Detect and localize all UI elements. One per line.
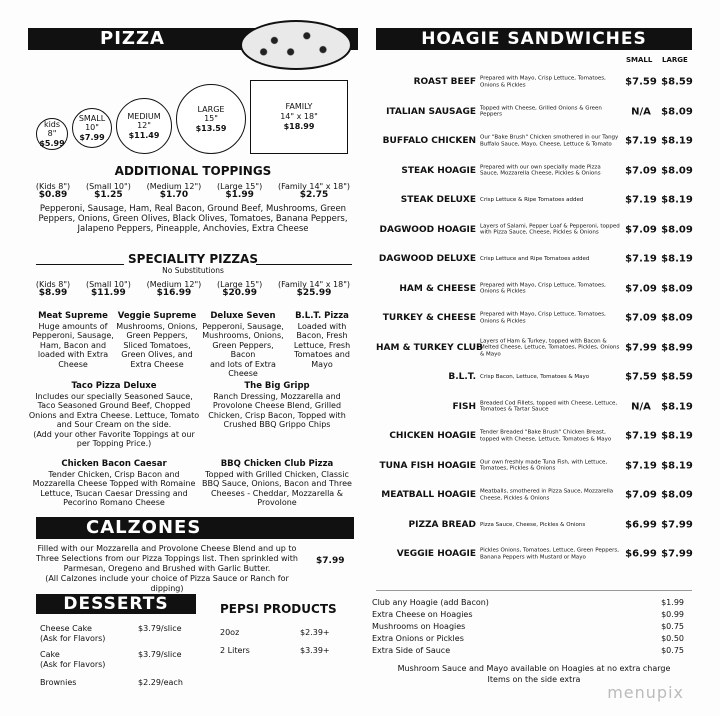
hoagie-price-large: $8.09	[661, 312, 693, 324]
hoagie-desc: Crisp Bacon, Lettuce, Tomatoes & Mayo	[480, 373, 590, 380]
size-price: $11.49	[128, 131, 160, 140]
hoagie-name: STEAK HOAGIE	[401, 165, 476, 176]
item-desc: Topped with Grilled Chicken, Classic	[205, 469, 349, 479]
extra-name: Extra Cheese on Hoagies	[372, 610, 473, 619]
item-desc: Green Olives, and	[121, 350, 193, 359]
size-inches: 15"	[204, 114, 218, 123]
item-desc: Mushrooms, Onions,	[202, 331, 284, 340]
item-desc: Ham, Bacon and	[39, 340, 107, 350]
hoagie-price-large: $8.19	[661, 253, 693, 265]
price-size: (Small 10")	[85, 182, 131, 191]
size-inches: 10"	[85, 123, 99, 132]
price-value: $1.70	[159, 190, 189, 200]
hoagie-price-large: $8.09	[661, 489, 693, 501]
hoagie-row	[376, 304, 692, 332]
note-line-1: Mushroom Sauce and Mayo available on Hoagies at no extra charge	[397, 664, 671, 673]
price-size: (Kids 8")	[35, 280, 71, 289]
hoagie-row	[376, 511, 692, 539]
hoagie-price-large: $7.99	[661, 548, 693, 560]
item-desc: Pepperoni, Sausage,	[32, 331, 114, 340]
hoagie-price-large: $8.19	[661, 460, 693, 471]
toppings-price-medium	[147, 182, 202, 200]
item-desc: Crushed BBQ Grippo Chips	[223, 420, 331, 429]
hoagie-name: HAM & CHEESE	[399, 283, 476, 294]
pizza-title: PIZZA	[100, 28, 165, 49]
dessert-price: $3.79/slice	[138, 650, 182, 659]
hoagie-desc: Our own freshly made Tuna Fish, with Lettuce, Tomatoes, Pickles & Onions	[480, 459, 608, 472]
speciality-bbq-chicken-club	[196, 460, 358, 508]
hoagie-price-large: $8.19	[661, 430, 693, 442]
hoagie-name: DAGWOOD DELUXE	[378, 254, 476, 264]
speciality-price-kids	[36, 280, 70, 298]
speciality-chicken-bacon-caesar	[28, 460, 200, 508]
pepsi-title: PEPSI PRODUCTS	[220, 602, 337, 616]
size-inches: 8"	[47, 129, 57, 138]
price-size: (Small 10")	[85, 280, 131, 289]
item-desc: Pepperoni, Sausage,	[202, 321, 284, 331]
speciality-price-medium	[147, 280, 202, 298]
hoagie-row	[376, 481, 692, 509]
hoagie-price-small: N/A	[631, 106, 651, 117]
speciality-meat-supreme	[30, 312, 116, 369]
hoagie-row	[376, 452, 692, 480]
item-name: BBQ Chicken Club Pizza	[220, 459, 334, 469]
price-value: $1.25	[94, 190, 123, 200]
size-label: LARGE	[197, 105, 225, 114]
calzones-price: $7.99	[316, 556, 345, 566]
toppings-price-row	[28, 182, 358, 200]
size-kids	[36, 118, 68, 150]
item-name: The Big Gripp	[244, 381, 310, 391]
dessert-name: Cake	[40, 650, 60, 659]
dessert-item-cake	[40, 650, 105, 670]
extra-item	[372, 646, 684, 656]
hoagie-row	[376, 422, 692, 450]
price-size: (Large 15")	[217, 182, 263, 191]
extra-name: Extra Side of Sauce	[372, 646, 451, 655]
hoagie-price-small: $7.09	[625, 283, 657, 294]
price-value: $1.99	[225, 190, 254, 200]
price-value: $0.89	[38, 190, 68, 200]
pizza-image	[240, 20, 352, 70]
hoagie-row	[376, 363, 692, 391]
item-desc: Taco Seasoned Ground Beef, Chopped	[37, 401, 191, 410]
hoagie-price-small: $7.19	[625, 135, 657, 147]
hoagie-name: ITALIAN SAUSAGE	[386, 106, 476, 117]
item-desc: Tender Chicken, Crisp Bacon and	[48, 469, 180, 479]
item-desc: Lettuce, Tsucan Caesar Dressing and	[40, 488, 188, 498]
hoagie-row	[376, 540, 692, 568]
hoagie-row	[376, 275, 692, 303]
calzones-title: CALZONES	[86, 517, 202, 538]
item-desc: Mozzarella Cheese Topped with Romaine	[32, 479, 196, 488]
calzones-desc	[32, 544, 302, 594]
hoagie-price-large: $8.19	[661, 401, 693, 412]
speciality-the-big-gripp	[196, 382, 358, 430]
hoagie-title: HOAGIE SANDWICHES	[421, 29, 647, 49]
toppings-price-family	[278, 182, 350, 200]
hoagie-price-large: $8.19	[661, 135, 693, 147]
toppings-price-small	[86, 182, 131, 200]
item-desc: Lettuce, Fresh	[293, 340, 351, 350]
hoagie-name: ROAST BEEF	[413, 77, 476, 87]
item-desc: Ranch Dressing, Mozzarella and	[213, 391, 341, 401]
hoagie-price-small: $7.19	[625, 194, 657, 206]
desserts-title: DESSERTS	[63, 594, 169, 614]
extra-item	[372, 598, 684, 608]
speciality-veggie-supreme	[114, 312, 200, 369]
item-desc: Loaded with	[297, 321, 347, 331]
dessert-note: (Ask for Flavors)	[40, 634, 106, 643]
hoagie-price-small: $7.59	[625, 76, 657, 88]
item-desc: Green Peppers,	[126, 331, 188, 340]
speciality-taco-pizza-deluxe	[28, 382, 200, 449]
extra-item	[372, 610, 684, 620]
item-desc: Sliced Tomatoes,	[123, 340, 191, 350]
hoagie-name: MEATBALL HOAGIE	[381, 490, 476, 500]
pepsi-price: $2.39+	[300, 628, 330, 637]
toppings-line: Pepperoni, Sausage, Ham, Real Bacon, Ground Beef, Mushrooms, Green	[39, 204, 347, 214]
item-desc: per Topping Price.)	[76, 439, 152, 448]
hoagie-row	[376, 334, 692, 362]
hoagie-price-large: $8.59	[661, 76, 693, 88]
item-name: Chicken Bacon Caesar	[61, 459, 167, 469]
item-name: B.L.T. Pizza	[295, 311, 349, 321]
price-value: $25.99	[296, 288, 332, 298]
hoagie-name: TUNA FISH HOAGIE	[379, 460, 476, 471]
pepsi-item-2-liters: 2 Liters	[220, 646, 250, 655]
hoagie-price-large: $8.19	[661, 194, 693, 206]
hoagie-price-large: $8.59	[661, 371, 693, 383]
hoagie-name: HAM & TURKEY CLUB	[376, 342, 483, 353]
hoagie-desc: Meatballs, smothered in Pizza Sauce, Mozzarella Cheese, Pickles & Onions	[480, 488, 614, 501]
hoagie-row	[376, 393, 692, 421]
size-price: $13.59	[195, 124, 227, 133]
watermark: menupix	[607, 683, 684, 702]
hoagie-desc: Prepared with Mayo, Crisp Lettuce, Tomatoes, Onions & Pickles	[480, 75, 606, 88]
dessert-item-brownies: Brownies	[40, 678, 77, 687]
size-large	[176, 84, 246, 154]
extra-price: $0.50	[661, 634, 684, 643]
hoagie-price-small: N/A	[631, 401, 651, 412]
item-desc: and Sour Cream on the side.	[56, 420, 172, 429]
dessert-note: (Ask for Flavors)	[40, 660, 106, 669]
hoagie-desc: Topped with Cheese, Grilled Onions & Green Peppers	[480, 105, 602, 118]
note-line-2: Items on the side extra	[487, 675, 581, 684]
extra-price: $0.75	[661, 622, 684, 631]
hoagie-name: VEGGIE HOAGIE	[396, 549, 476, 559]
item-desc: (Add your other Favorite Toppings at our	[33, 429, 195, 439]
price-size: (Family 14" x 18")	[277, 182, 351, 191]
pepsi-item-20oz: 20oz	[220, 628, 240, 637]
speciality-price-family	[278, 280, 350, 298]
hoagie-price-small: $7.99	[625, 342, 657, 353]
dessert-name: Cheese Cake	[40, 624, 92, 633]
item-desc: Bacon, Fresh	[296, 331, 348, 340]
hoagie-price-small: $7.09	[625, 224, 657, 235]
hoagie-desc: Prepared with Mayo, Crisp Lettuce, Tomatoes, Onions & Pickles	[480, 311, 606, 324]
hoagie-name: PIZZA BREAD	[408, 519, 476, 530]
hoagie-price-large: $8.09	[661, 165, 693, 176]
hoagie-price-large: $8.99	[661, 342, 693, 353]
hoagie-price-small: $6.99	[625, 548, 657, 560]
price-value: $20.99	[222, 288, 257, 298]
hoagie-desc: Prepared with Mayo, Crisp Lettuce, Tomatoes, Onions & Pickles	[480, 282, 606, 295]
item-name: Veggie Supreme	[117, 311, 197, 321]
hoagie-price-small: $7.09	[625, 312, 657, 324]
hoagie-desc: Pizza Sauce, Cheese, Pickles & Onions	[480, 521, 586, 528]
item-desc: BBQ Sauce, Onions, Bacon and Three	[202, 479, 352, 488]
pepsi-price: $3.39+	[300, 646, 330, 655]
item-name: Deluxe Seven	[210, 311, 276, 321]
hoagie-name: CHICKEN HOAGIE	[389, 431, 476, 441]
toppings-line: Peppers, Onions, Green Olives, Black Olives, Tomatoes, Banana Peppers,	[38, 214, 348, 224]
hoagie-desc: Crisp Lettuce & Ripe Tomatoes added	[480, 196, 584, 203]
hoagie-price-small: $7.19	[625, 430, 657, 442]
extra-price: $0.75	[661, 646, 684, 655]
item-desc: Green Peppers, Bacon	[212, 340, 274, 359]
extra-price: $1.99	[661, 598, 684, 607]
extra-name: Mushrooms on Hoagies	[372, 622, 466, 631]
hoagie-banner	[376, 28, 692, 50]
toppings-list	[28, 204, 358, 234]
hoagie-row	[376, 68, 692, 96]
hoagie-price-small: $7.09	[625, 165, 657, 176]
item-desc: loaded with Extra	[37, 350, 109, 359]
hoagie-row	[376, 245, 692, 273]
toppings-price-kids	[36, 182, 70, 200]
size-inches: 12"	[137, 121, 151, 130]
size-price: $18.99	[283, 122, 315, 131]
calzones-desc-line: (All Calzones include your choice of Pizza Sauce or Ranch for dipping)	[45, 574, 289, 593]
speciality-subtitle: No Substitutions	[162, 266, 224, 275]
desserts-banner	[36, 594, 196, 614]
calzones-desc-line: Three Selections from our Pizza Toppings list. Then sprinkled with	[36, 554, 298, 563]
col-small-header: SMALL	[626, 56, 653, 64]
size-family	[250, 80, 348, 154]
hoagie-price-large: $8.09	[661, 283, 693, 294]
item-desc: Cheese	[228, 369, 258, 378]
item-desc: Includes our specially Seasoned Sauce,	[35, 391, 193, 401]
extra-name: Extra Onions or Pickles	[372, 634, 464, 643]
calzones-desc-line: Filled with our Mozzarella and Provolone Cheese Blend and up to	[37, 544, 297, 553]
price-size: (Family 14" x 18")	[277, 280, 351, 289]
item-desc: Onions and Extra Cheese. Lettuce, Tomato	[28, 410, 200, 420]
price-value: $8.99	[38, 288, 68, 298]
item-desc: Mayo	[311, 359, 333, 369]
item-desc: Provolone Cheese Blend, Grilled	[212, 401, 342, 410]
hoagie-price-small: $7.19	[625, 253, 657, 265]
hoagie-row	[376, 157, 692, 185]
hoagie-row	[376, 127, 692, 155]
item-name: Meat Supreme	[38, 311, 108, 321]
price-size: (Medium 12")	[146, 280, 202, 289]
hoagie-desc: Crisp Lettuce and Ripe Tomatoes added	[480, 255, 590, 262]
hoagie-price-large: $7.99	[661, 519, 693, 530]
extra-item	[372, 622, 684, 632]
size-price: $5.99	[39, 139, 65, 148]
speciality-price-large	[217, 280, 262, 298]
hoagie-price-large: $8.09	[661, 106, 693, 117]
hoagie-price-large: $8.09	[661, 224, 693, 235]
hoagie-desc: Breaded Cod Fillets, topped with Cheese, Lettuce, Tomatoes & Tartar Sauce	[480, 400, 618, 413]
price-size: (Kids 8")	[35, 182, 71, 191]
hoagie-price-small: $7.19	[625, 460, 657, 471]
size-label: FAMILY	[285, 102, 313, 111]
item-desc: Tomatoes and	[294, 350, 350, 359]
dessert-item-cheese-cake	[40, 624, 105, 644]
hoagie-desc: Pickles Onions, Tomatoes, Lettuce, Green Peppers, Banana Peppers with Mustard or Mayo	[480, 547, 620, 560]
hoagie-name: BUFFALO CHICKEN	[382, 136, 476, 146]
size-inches: 14" x 18"	[280, 112, 318, 121]
size-label: SMALL	[78, 114, 106, 123]
hoagie-row	[376, 186, 692, 214]
toppings-line: Jalapeno Peppers, Pineapple, Anchovies, Extra Cheese	[77, 224, 309, 234]
hoagie-desc: Our "Bake Brush" Chicken smothered in our Tangy Buffalo Sauce, Mayo, Cheese, Lettuce & Tomato	[480, 134, 619, 147]
speciality-title: SPECIALITY PIZZAS	[128, 252, 258, 266]
extra-price: $0.99	[661, 610, 684, 619]
hoagie-row	[376, 216, 692, 244]
calzones-banner	[36, 517, 354, 539]
hoagie-name: STEAK DELUXE	[400, 195, 476, 205]
size-label: kids	[43, 120, 61, 129]
col-large-header: LARGE	[662, 56, 688, 64]
item-desc: Pecorino Romano Cheese	[63, 498, 165, 507]
price-value: $2.75	[299, 190, 329, 200]
calzones-desc-line: Parmesan, Oregeno and Brushed with Garlic Butter.	[63, 564, 271, 573]
speciality-blt-pizza	[286, 312, 358, 369]
speciality-price-small	[86, 280, 131, 298]
speciality-price-row	[28, 280, 358, 298]
item-desc: Huge amounts of	[38, 321, 108, 331]
item-desc: Chicken, Crisp Bacon, Topped with	[208, 410, 346, 420]
hoagie-desc: Prepared with our own specially made Pizza Sauce, Mozzarella Cheese, Pickles & Onions	[480, 164, 601, 177]
item-name: Taco Pizza Deluxe	[71, 381, 157, 391]
size-small	[72, 108, 112, 148]
item-desc: Cheese	[58, 359, 88, 369]
divider	[376, 590, 692, 591]
hoagie-name: B.L.T.	[448, 372, 476, 382]
hoagie-desc: Layers of Ham & Turkey, topped with Bacon & Melted Cheese, Lettuce, Tomatoes, Pickles, Onions & Mayo	[480, 337, 620, 357]
extra-item	[372, 634, 684, 644]
hoagie-price-small: $6.99	[625, 519, 657, 530]
hoagie-name: TURKEY & CHEESE	[382, 313, 476, 323]
speciality-deluxe-seven	[200, 312, 286, 379]
hoagie-price-small: $7.59	[625, 371, 657, 383]
hoagie-price-small: $7.09	[625, 489, 657, 501]
hoagie-name: DAGWOOD HOAGIE	[379, 224, 476, 235]
hoagie-desc: Layers of Salami, Pepper Loaf & Pepperoni, topped with Pizza Sauce, Cheese, Pickles & Onions	[480, 223, 620, 236]
size-medium	[116, 98, 172, 154]
price-value: $11.99	[91, 288, 126, 298]
item-desc: Extra Cheese	[130, 359, 184, 369]
price-size: (Medium 12")	[146, 182, 202, 191]
size-price: $7.99	[79, 133, 105, 142]
hoagie-desc: Tender Breaded "Bake Brush" Chicken Breast, topped with Cheese, Lettuce, Tomatoes & Mayo	[480, 429, 612, 442]
dessert-price: $3.79/slice	[138, 624, 182, 633]
hoagie-name: FISH	[452, 401, 476, 412]
item-desc: Cheeses - Cheddar, Mozzarella &	[210, 488, 343, 498]
extra-name: Club any Hoagie (add Bacon)	[372, 598, 489, 607]
item-desc: Provolone	[257, 498, 297, 507]
hoagie-row	[376, 98, 692, 126]
dessert-price: $2.29/each	[138, 678, 183, 687]
additional-toppings-title: ADDITIONAL TOPPINGS	[114, 164, 272, 178]
price-size: (Large 15")	[217, 280, 263, 289]
toppings-price-large	[217, 182, 262, 200]
item-desc: Mushrooms, Onions,	[116, 321, 198, 331]
price-value: $16.99	[156, 288, 192, 298]
item-desc: and lots of Extra	[210, 359, 276, 369]
size-label: MEDIUM	[127, 112, 161, 121]
